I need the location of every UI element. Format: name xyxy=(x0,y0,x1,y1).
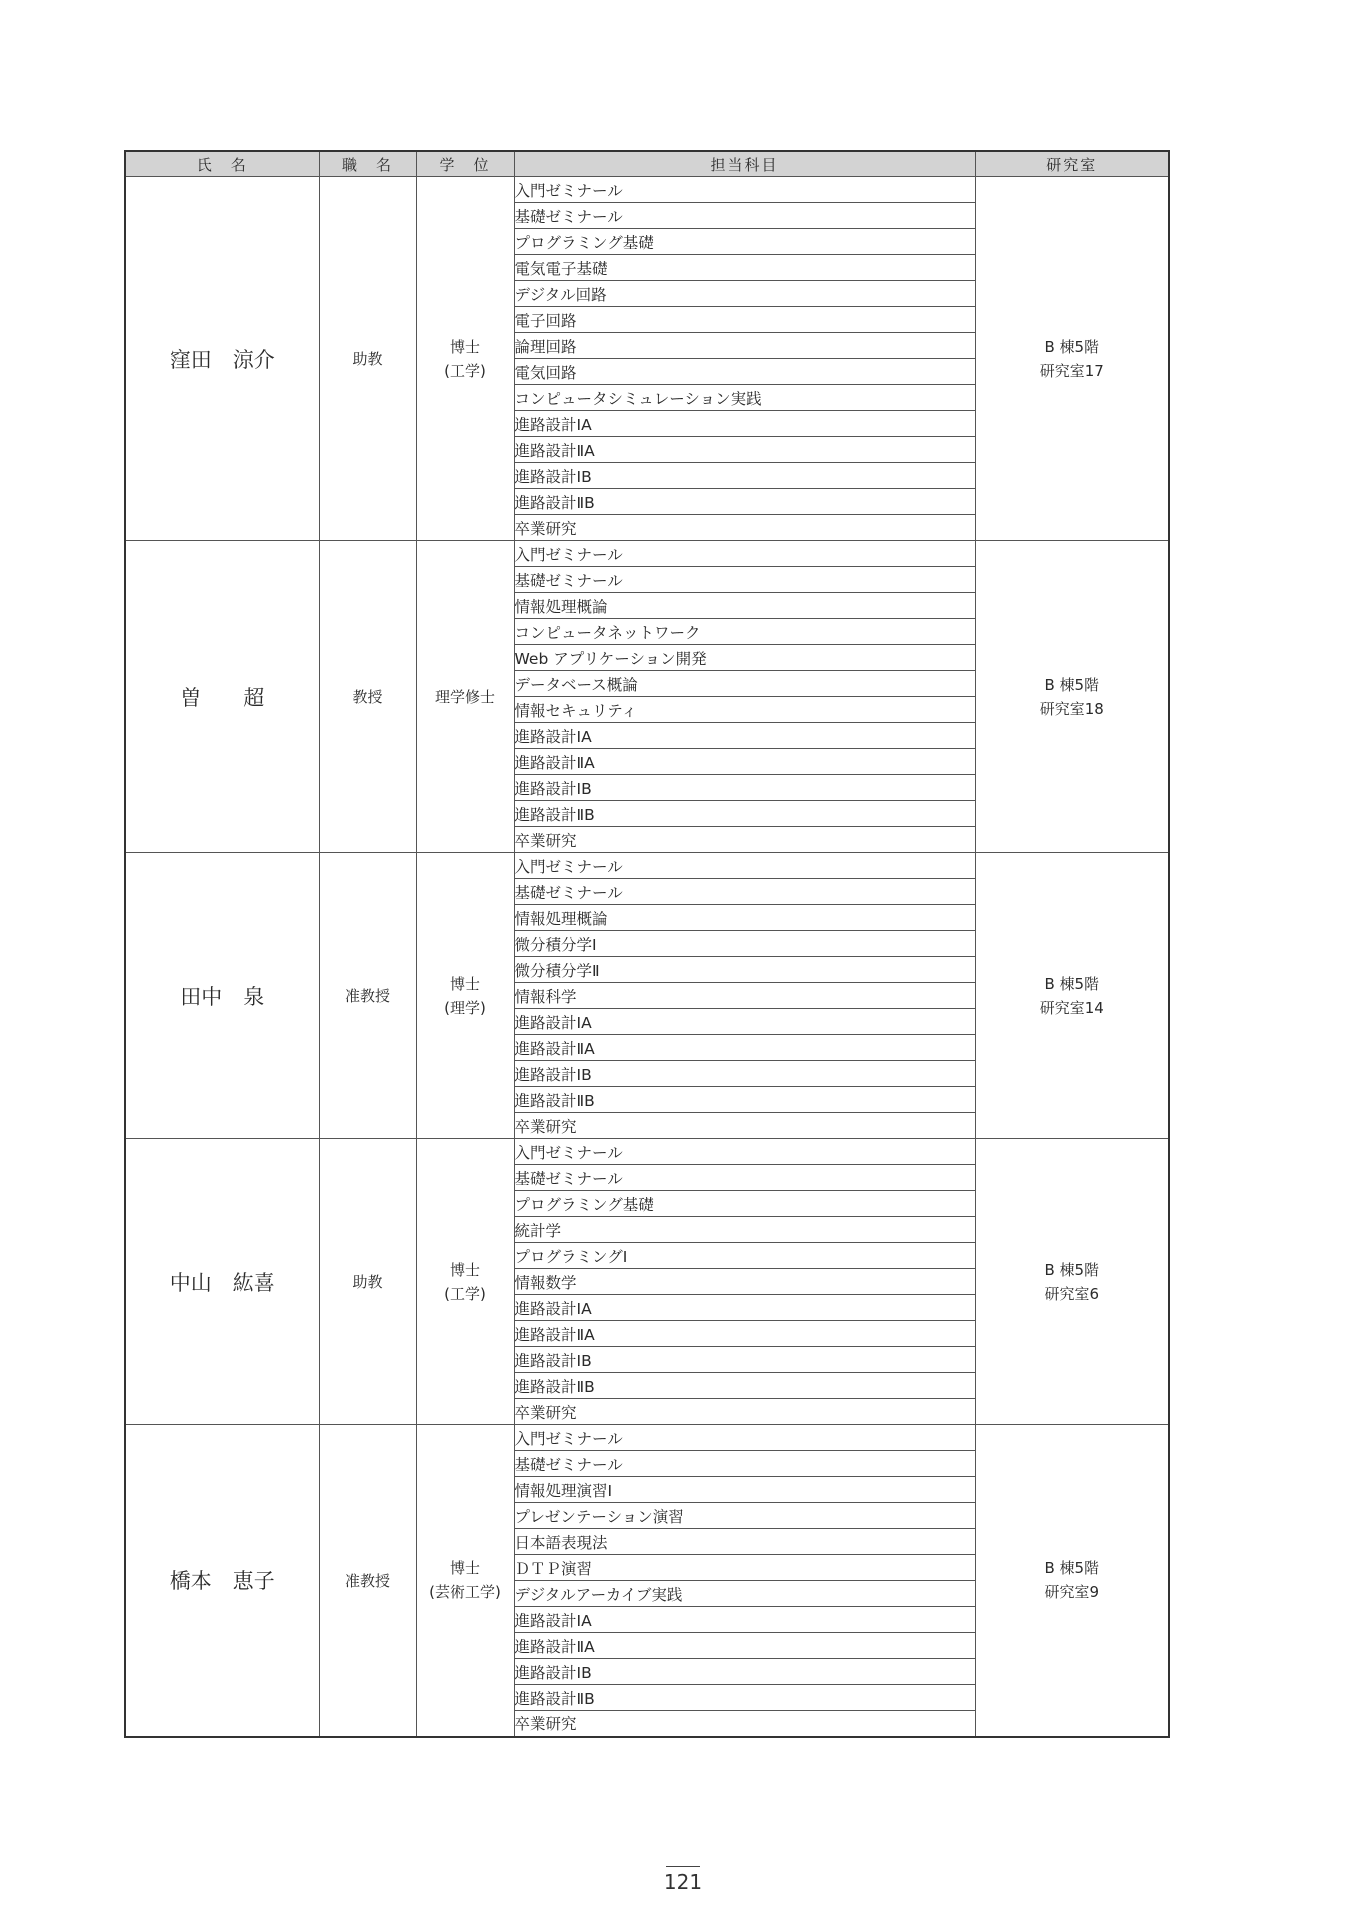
office-line: B 棟5階 xyxy=(1044,1559,1100,1578)
subject-cell: 進路設計ⅡB xyxy=(514,489,975,515)
subject-cell: 進路設計ⅠB xyxy=(514,775,975,801)
degree-line: (芸術工学) xyxy=(429,1583,501,1602)
faculty-degree xyxy=(416,1425,514,1737)
office-line: B 棟5階 xyxy=(1044,974,1100,993)
subject-cell: 情報処理演習Ⅰ xyxy=(514,1477,975,1503)
subject-cell: 進路設計ⅠA xyxy=(514,1009,975,1035)
table-row xyxy=(125,1425,1169,1451)
subject-cell: 卒業研究 xyxy=(514,1399,975,1425)
subject-cell: プログラミングⅠ xyxy=(514,1243,975,1269)
header-degree: 学 位 xyxy=(416,151,514,177)
faculty-position: 准教授 xyxy=(319,853,416,1139)
degree-line: 博士 xyxy=(449,974,480,993)
office-line: 研究室6 xyxy=(1044,1284,1100,1303)
header-position: 職 名 xyxy=(319,151,416,177)
page-number-rule xyxy=(666,1866,700,1867)
faculty-table xyxy=(124,150,1170,1738)
subject-cell: 情報処理概論 xyxy=(514,905,975,931)
faculty-name: 中山 紘喜 xyxy=(125,1139,319,1425)
faculty-name: 曽 超 xyxy=(125,541,319,853)
subject-cell: 微分積分学Ⅱ xyxy=(514,957,975,983)
subject-cell: 入門ゼミナール xyxy=(514,1139,975,1165)
faculty-office xyxy=(975,1425,1169,1737)
degree-line: 博士 xyxy=(449,1260,480,1279)
subject-cell: 進路設計ⅡA xyxy=(514,1035,975,1061)
subject-cell: 入門ゼミナール xyxy=(514,541,975,567)
subject-cell: 統計学 xyxy=(514,1217,975,1243)
subject-cell: 基礎ゼミナール xyxy=(514,1451,975,1477)
subject-cell: 微分積分学Ⅰ xyxy=(514,931,975,957)
subject-cell: 進路設計ⅡA xyxy=(514,1321,975,1347)
faculty-name: 橋本 恵子 xyxy=(125,1425,319,1737)
subject-cell: 進路設計ⅠA xyxy=(514,1607,975,1633)
header-name: 氏 名 xyxy=(125,151,319,177)
faculty-position: 助教 xyxy=(319,177,416,541)
subject-cell: プログラミング基礎 xyxy=(514,229,975,255)
subject-cell: 卒業研究 xyxy=(514,515,975,541)
subject-cell: 進路設計ⅠB xyxy=(514,1061,975,1087)
subject-cell: 入門ゼミナール xyxy=(514,853,975,879)
degree-line: (工学) xyxy=(444,361,486,380)
degree-line: (理学) xyxy=(444,998,486,1017)
subject-cell: 進路設計ⅡB xyxy=(514,801,975,827)
subject-cell: 進路設計ⅡB xyxy=(514,1087,975,1113)
faculty-position: 助教 xyxy=(319,1139,416,1425)
degree-line: (工学) xyxy=(444,1284,486,1303)
header-subjects: 担当科目 xyxy=(514,151,975,177)
table-body xyxy=(125,177,1169,1737)
table-row xyxy=(125,177,1169,203)
office-line: 研究室9 xyxy=(1044,1583,1100,1602)
subject-cell: 電子回路 xyxy=(514,307,975,333)
faculty-office xyxy=(975,177,1169,541)
subject-cell: 進路設計ⅠA xyxy=(514,723,975,749)
subject-cell: 進路設計ⅠB xyxy=(514,1347,975,1373)
subject-cell: デジタル回路 xyxy=(514,281,975,307)
subject-cell: プレゼンテーション演習 xyxy=(514,1503,975,1529)
table-row xyxy=(125,853,1169,879)
faculty-position: 教授 xyxy=(319,541,416,853)
page-number: 121 xyxy=(663,1870,703,1894)
subject-cell: 進路設計ⅠB xyxy=(514,463,975,489)
degree-line: 理学修士 xyxy=(434,687,495,706)
faculty-degree xyxy=(416,853,514,1139)
faculty-name: 窪田 涼介 xyxy=(125,177,319,541)
subject-cell: 卒業研究 xyxy=(514,827,975,853)
faculty-degree xyxy=(416,1139,514,1425)
subject-cell: 進路設計ⅠA xyxy=(514,411,975,437)
faculty-name: 田中 泉 xyxy=(125,853,319,1139)
subject-cell: 情報数学 xyxy=(514,1269,975,1295)
subject-cell: 進路設計ⅠB xyxy=(514,1659,975,1685)
subject-cell: 卒業研究 xyxy=(514,1113,975,1139)
subject-cell: 情報処理概論 xyxy=(514,593,975,619)
office-line: B 棟5階 xyxy=(1044,337,1100,356)
subject-cell: 進路設計ⅠA xyxy=(514,1295,975,1321)
subject-cell: コンピュータシミュレーション実践 xyxy=(514,385,975,411)
faculty-office xyxy=(975,541,1169,853)
subject-cell: 情報セキュリティ xyxy=(514,697,975,723)
subject-cell: デジタルアーカイブ実践 xyxy=(514,1581,975,1607)
subject-cell: 日本語表現法 xyxy=(514,1529,975,1555)
table-row xyxy=(125,541,1169,567)
office-line: 研究室14 xyxy=(1039,998,1104,1017)
office-line: 研究室17 xyxy=(1039,361,1104,380)
subject-cell: 進路設計ⅡB xyxy=(514,1373,975,1399)
subject-cell: 基礎ゼミナール xyxy=(514,567,975,593)
subject-cell: 基礎ゼミナール xyxy=(514,203,975,229)
subject-cell: データベース概論 xyxy=(514,671,975,697)
subject-cell: 論理回路 xyxy=(514,333,975,359)
office-line: B 棟5階 xyxy=(1044,675,1100,694)
faculty-degree xyxy=(416,541,514,853)
subject-cell: 情報科学 xyxy=(514,983,975,1009)
subject-cell: Web アプリケーション開発 xyxy=(514,645,975,671)
subject-cell: 入門ゼミナール xyxy=(514,177,975,203)
header-office: 研究室 xyxy=(975,151,1169,177)
faculty-office xyxy=(975,853,1169,1139)
subject-cell: 進路設計ⅡA xyxy=(514,749,975,775)
subject-cell: 進路設計ⅡA xyxy=(514,1633,975,1659)
subject-cell: コンピュータネットワーク xyxy=(514,619,975,645)
table-header xyxy=(125,151,1169,177)
subject-cell: 進路設計ⅡA xyxy=(514,437,975,463)
office-line: B 棟5階 xyxy=(1044,1260,1100,1279)
table-row xyxy=(125,1139,1169,1165)
subject-cell: 電気電子基礎 xyxy=(514,255,975,281)
subject-cell: 基礎ゼミナール xyxy=(514,879,975,905)
subject-cell: 電気回路 xyxy=(514,359,975,385)
subject-cell: 進路設計ⅡB xyxy=(514,1685,975,1711)
faculty-degree xyxy=(416,177,514,541)
faculty-office xyxy=(975,1139,1169,1425)
subject-cell: 卒業研究 xyxy=(514,1711,975,1737)
subject-cell: 基礎ゼミナール xyxy=(514,1165,975,1191)
degree-line: 博士 xyxy=(449,337,480,356)
faculty-position: 准教授 xyxy=(319,1425,416,1737)
subject-cell: プログラミング基礎 xyxy=(514,1191,975,1217)
subject-cell: 入門ゼミナール xyxy=(514,1425,975,1451)
header-row xyxy=(125,151,1169,177)
office-line: 研究室18 xyxy=(1039,699,1104,718)
degree-line: 博士 xyxy=(449,1559,480,1578)
subject-cell: ＤＴＰ演習 xyxy=(514,1555,975,1581)
